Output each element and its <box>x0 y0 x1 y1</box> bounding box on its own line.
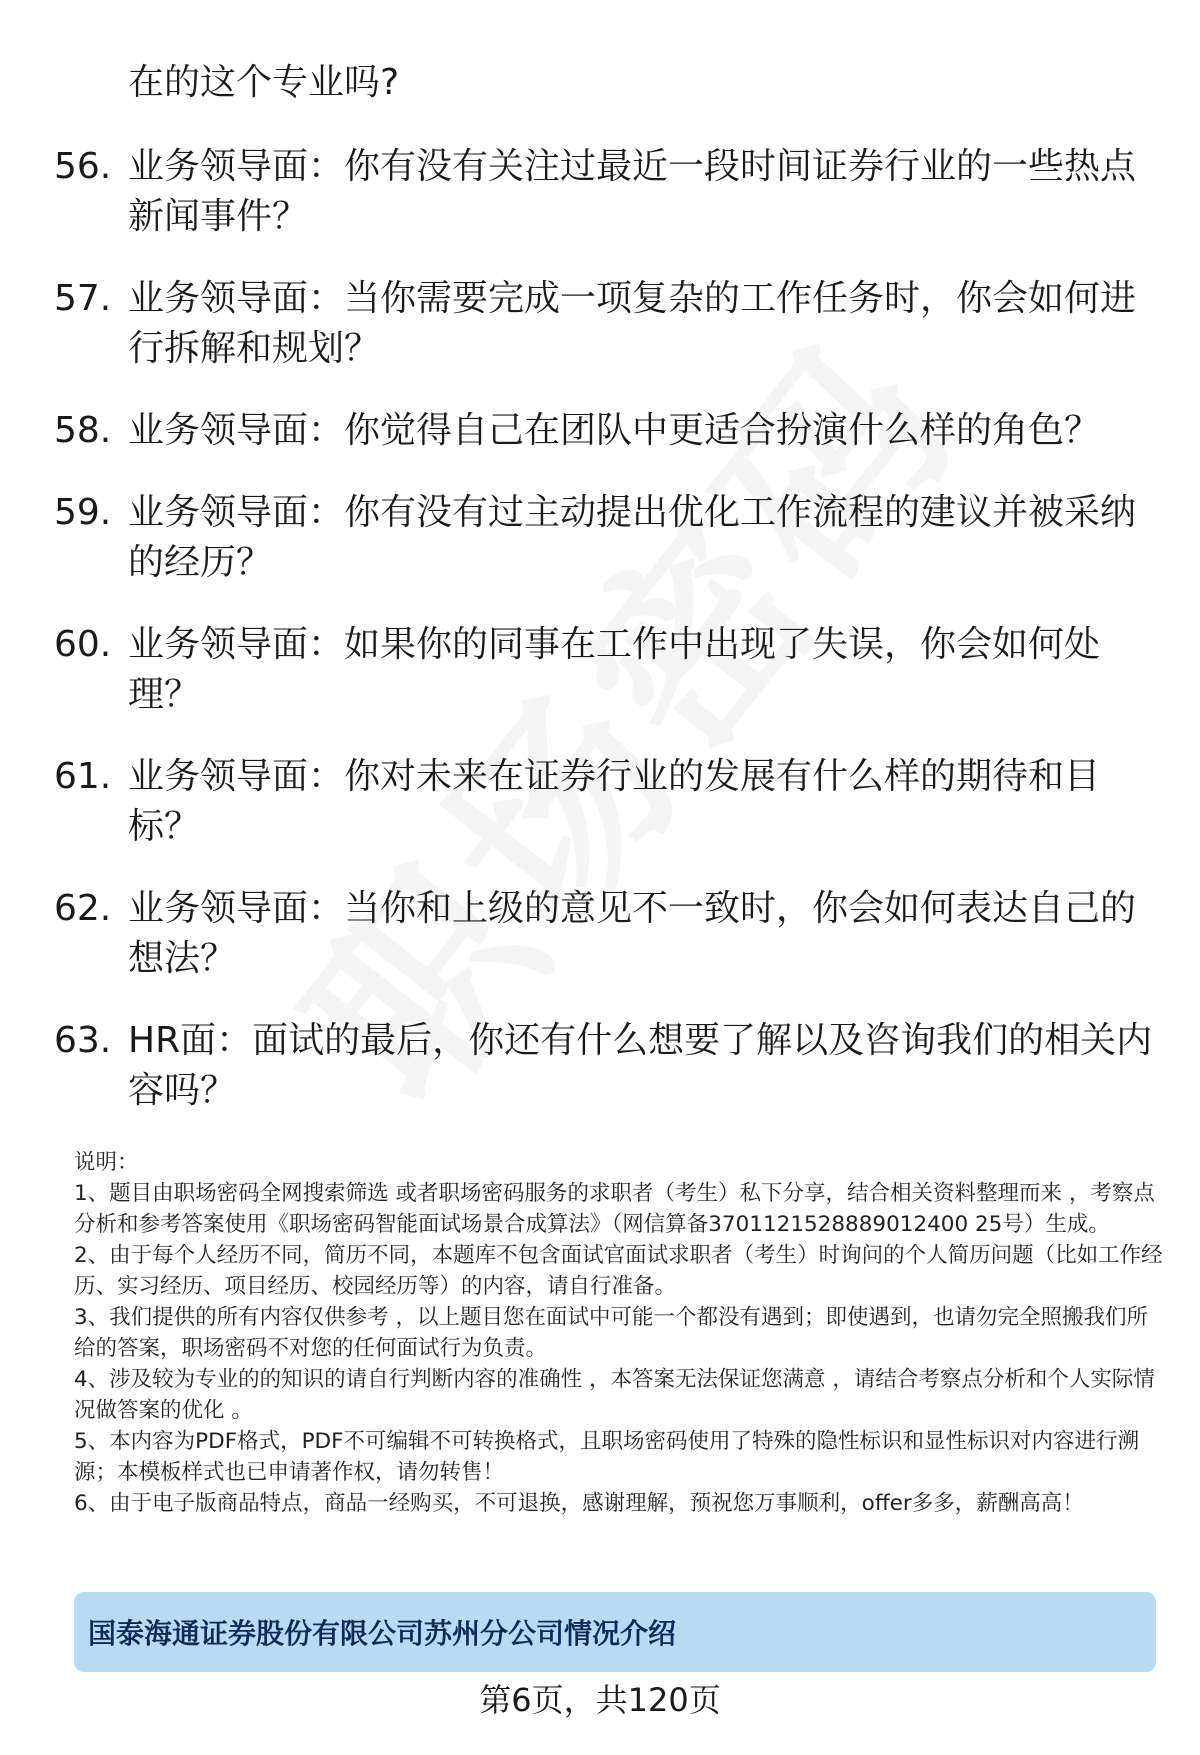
question-number: 57. <box>54 278 112 319</box>
question-item <box>54 1016 1164 1116</box>
question-continuation: 在的这个专业吗? <box>128 62 400 103</box>
question-number: 62. <box>54 888 112 929</box>
question-text: 业务领导面：你有没有关注过最近一段时间证券行业的一些热点新闻事件？ <box>128 146 1137 237</box>
question-item <box>54 620 1164 720</box>
question-item <box>54 488 1164 588</box>
question-number: 59. <box>54 492 112 533</box>
note-item: 1、题目由职场密码全网搜索筛选 或者职场密码服务的求职者（考生）私下分享，结合相关资料整理而来 ，考察点分析和参考答案使用《职场密码智能面试场景合成算法》（网信算备3701121528889012400 25号）生成。 <box>74 1181 1155 1237</box>
question-text: 业务领导面：当你需要完成一项复杂的工作任务时，你会如何进行拆解和规划？ <box>128 278 1137 369</box>
question-number: 58. <box>54 410 112 451</box>
note-item: 3、我们提供的所有内容仅供参考 ，以上题目您在面试中可能一个都没有遇到；即使遇到，也请勿完全照搬我们所给的答案，职场密码不对您的任何面试行为负责。 <box>74 1305 1149 1361</box>
question-item <box>54 752 1164 852</box>
question-number: 63. <box>54 1020 112 1061</box>
question-number: 61. <box>54 756 112 797</box>
question-text: 业务领导面：你对未来在证券行业的发展有什么样的期待和目标？ <box>128 756 1101 847</box>
company-section-banner <box>74 1592 1156 1672</box>
note-item: 2、由于每个人经历不同，简历不同，本题库不包含面试官面试求职者（考生）时询问的个人简历问题（比如工作经历、实习经历、项目经历、校园经历等）的内容，请自行准备。 <box>74 1243 1163 1299</box>
note-item: 4、涉及较为专业的的知识的请自行判断内容的准确性 ，本答案无法保证您满意 ，请结合考察点分析和个人实际情况做答案的优化 。 <box>74 1367 1155 1423</box>
notes-section <box>74 1147 1164 1519</box>
question-item <box>54 274 1164 374</box>
question-text: 业务领导面：如果你的同事在工作中出现了失误，你会如何处理？ <box>128 624 1101 715</box>
note-item: 6、由于电子版商品特点，商品一经购买，不可退换，感谢理解，预祝您万事顺利，offer多多，薪酬高高！ <box>74 1491 1084 1516</box>
notes-heading: 说明： <box>74 1150 139 1175</box>
question-item <box>54 406 1164 456</box>
question-item <box>54 142 1164 242</box>
question-text: 业务领导面：你有没有过主动提出优化工作流程的建议并被采纳的经历？ <box>128 492 1137 583</box>
question-number: 56. <box>54 146 112 187</box>
company-section-title: 国泰海通证券股份有限公司苏州分公司情况介绍 <box>88 1617 677 1650</box>
question-item <box>54 884 1164 984</box>
note-item: 5、本内容为PDF格式，PDF不可编辑不可转换格式，且职场密码使用了特殊的隐性标识和显性标识对内容进行溯源；本模板样式也已申请著作权，请勿转售！ <box>74 1429 1139 1485</box>
question-text: 业务领导面：你觉得自己在团队中更适合扮演什么样的角色？ <box>128 410 1101 451</box>
question-list <box>54 142 1164 1148</box>
page-number: 第6页，共120页 <box>479 1681 721 1719</box>
question-number: 60. <box>54 624 112 665</box>
question-text: 业务领导面：当你和上级的意见不一致时，你会如何表达自己的想法？ <box>128 888 1137 979</box>
question-text: HR面：面试的最后，你还有什么想要了解以及咨询我们的相关内容吗？ <box>128 1020 1153 1111</box>
